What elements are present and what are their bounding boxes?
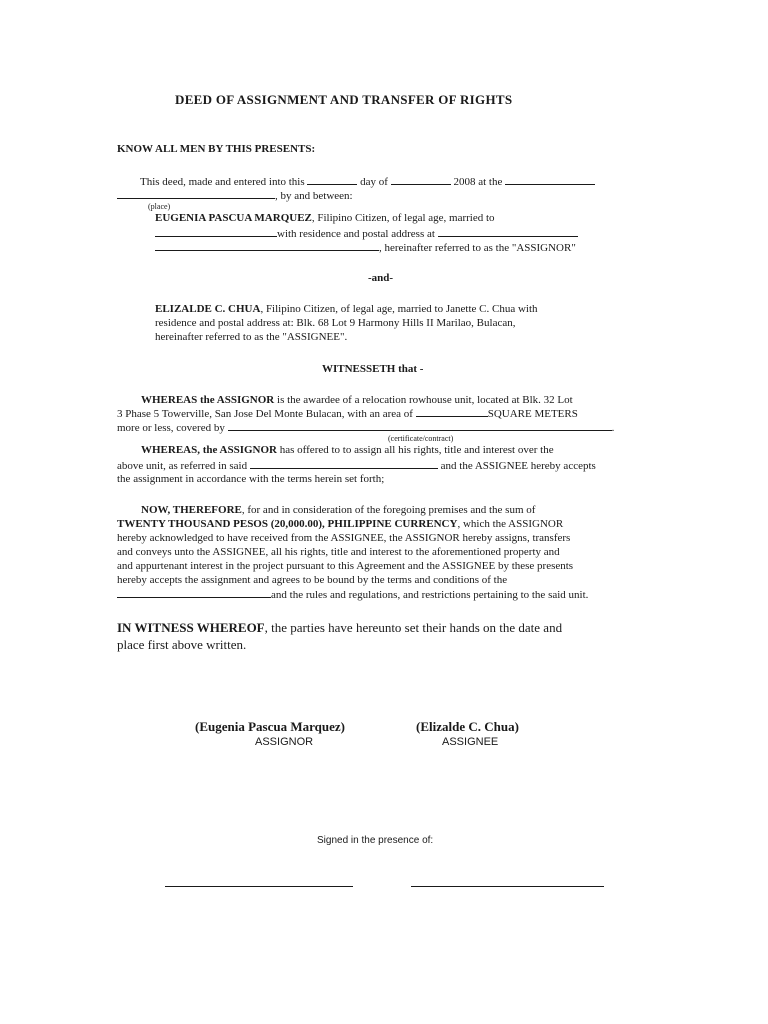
assignee-name: ELIZALDE C. CHUA [155, 303, 261, 315]
assignee-signature-name: (Elizalde C. Chua) [416, 719, 519, 734]
whereas2-lead: WHEREAS, the ASSIGNOR [141, 444, 278, 456]
address-blank-1 [438, 226, 578, 237]
presence-caption: Signed in the presence of: [317, 835, 434, 846]
now-therefore-text-2: , which the ASSIGNOR [457, 518, 564, 530]
place-blank [117, 188, 275, 199]
intro-line-1 [140, 174, 595, 189]
whereas2-text-2: above unit, as referred in said [117, 460, 248, 472]
in-witness-lead: IN WITNESS WHEREOF [117, 620, 265, 635]
whereas1-line-1 [141, 393, 573, 407]
place-blank-start [505, 174, 595, 185]
whereas2-line-3: the assignment in accordance with the terms herein set forth; [117, 473, 385, 485]
intro-text-2: day of [360, 176, 388, 188]
assignor-residence: with residence and postal address at [277, 228, 435, 240]
whereas2-line-1 [141, 443, 554, 457]
assignor-line-2 [155, 226, 578, 241]
now-therefore-line-2 [117, 517, 563, 531]
assignor-name: EUGENIA PASCUA MARQUEZ [155, 212, 312, 224]
assignor-role: ASSIGNOR [255, 736, 314, 748]
assignee-desc: , Filipino Citizen, of legal age, married to Janette C. Chua with [260, 303, 538, 315]
certificate-caption: (certificate/contract) [388, 434, 454, 443]
whereas1-line-2 [117, 406, 578, 421]
now-therefore-line-4: and conveys unto the ASSIGNEE, all his rights, title and interest to the aforementioned property and [117, 546, 560, 558]
address-blank-2 [155, 240, 379, 251]
area-blank [416, 406, 488, 417]
month-blank [391, 174, 451, 185]
document-blank [250, 458, 438, 469]
now-therefore-line-3: hereby acknowledged to have received from the ASSIGNEE, the ASSIGNOR hereby assigns, transfers [117, 532, 571, 544]
amount-text: TWENTY THOUSAND PESOS (20,000.00), PHILIPPINE CURRENCY [117, 518, 458, 530]
whereas2-text-1: has offered to to assign all his rights, title and interest over the [277, 444, 554, 456]
whereas1-text-3: more or less, covered by [117, 422, 225, 434]
assignor-signature-name: (Eugenia Pascua Marquez) [195, 719, 345, 734]
place-caption: (place) [148, 202, 171, 211]
assignor-referred: , hereinafter referred to as the "ASSIGNOR" [379, 242, 576, 254]
witness-signature-line-2 [411, 886, 604, 887]
certificate-blank [228, 420, 612, 431]
whereas1-unit: SQUARE METERS [487, 408, 578, 420]
rules-blank [117, 587, 271, 598]
witness-signature-line-1 [165, 886, 353, 887]
now-therefore-line-5: and appurtenant interest in the project pursuant to this Agreement and the ASSIGNEE by these presents [117, 560, 574, 572]
know-all-heading: KNOW ALL MEN BY THIS PRESENTS: [117, 143, 316, 155]
now-therefore-lead: NOW, THEREFORE [141, 504, 242, 516]
now-therefore-text-7: and the rules and regulations, and restrictions pertaining to the said unit. [271, 589, 589, 601]
whereas2-line-2 [117, 458, 596, 473]
now-therefore-line-6: hereby accepts the assignment and agrees to be bound by the terms and conditions of the [117, 574, 508, 586]
day-blank [307, 174, 357, 185]
assignor-desc: , Filipino Citizen, of legal age, married to [311, 212, 495, 224]
intro-text-4: , by and between: [275, 190, 353, 202]
whereas1-line-3 [117, 420, 614, 435]
spouse-blank [155, 226, 277, 237]
assignee-line-3: hereinafter referred to as the "ASSIGNEE". [155, 331, 348, 343]
assignee-line-1 [155, 302, 538, 316]
and-separator: -and- [368, 272, 394, 284]
now-therefore-line-1 [141, 503, 535, 517]
in-witness-text-1: , the parties have hereunto set their hands on the date and [264, 620, 563, 635]
intro-text-3: 2008 at the [453, 176, 503, 188]
assignee-role: ASSIGNEE [442, 736, 499, 748]
assignee-line-2: residence and postal address at: Blk. 68 Lot 9 Harmony Hills II Marilao, Bulacan, [155, 317, 516, 329]
witnesseth-heading: WITNESSETH that - [322, 363, 424, 375]
now-therefore-line-7 [117, 587, 588, 602]
intro-line-2 [117, 188, 353, 203]
whereas1-text-1: is the awardee of a relocation rowhouse unit, located at Blk. 32 Lot [274, 394, 573, 406]
assignor-line-3 [155, 240, 576, 255]
whereas2-text-3: and the ASSIGNEE hereby accepts [440, 460, 596, 472]
assignor-line-1 [155, 211, 495, 225]
whereas1-text-2: 3 Phase 5 Towerville, San Jose Del Monte Bulacan, with an area of [117, 408, 413, 420]
intro-text-1: This deed, made and entered into this [140, 176, 305, 188]
whereas1-lead: WHEREAS the ASSIGNOR [141, 394, 275, 406]
in-witness-line-2: place first above written. [117, 637, 247, 652]
whereas1-end: . [611, 422, 615, 434]
in-witness-line-1 [117, 619, 562, 636]
now-therefore-text-1: , for and in consideration of the foregoing premises and the sum of [241, 504, 536, 516]
document-title: DEED OF ASSIGNMENT AND TRANSFER OF RIGHTS [175, 92, 513, 107]
